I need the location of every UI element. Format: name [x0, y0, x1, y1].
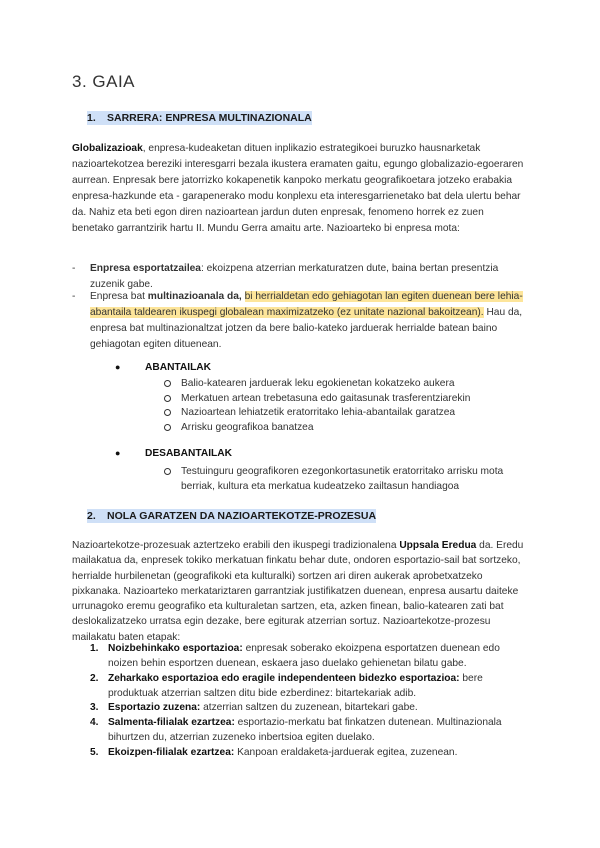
section-2-heading: [87, 510, 376, 522]
stage-title: Salmenta-filialak ezartzea:: [108, 717, 235, 728]
stage-title: Esportazio zuzena:: [108, 702, 201, 713]
page-title: 3. GAIA: [72, 72, 136, 91]
advantage-item: [181, 376, 521, 391]
bullet-icon: ●: [115, 362, 121, 372]
company-type-multinational: [72, 289, 528, 353]
section-1-title: SARRERA: ENPRESA MULTINAZIONALA: [107, 112, 312, 124]
stage-number: 2.: [90, 673, 99, 684]
advantage-item: [181, 391, 521, 406]
advantages-heading: [115, 362, 212, 373]
company-type-exporter-term: Enpresa esportatzailea: [90, 263, 201, 274]
section-2-title: NOLA GARATZEN DA NAZIOARTEKOTZE-PROZESUA: [107, 510, 377, 522]
section-1-heading: [87, 112, 312, 124]
section-2-highlight: [87, 509, 376, 523]
circle-bullet-icon: [164, 380, 171, 387]
section-1-number: 1.: [87, 112, 96, 124]
advantage-text: Arrisku geografikoa banatzea: [181, 422, 314, 433]
intro-term: Globalizazioak: [72, 143, 143, 154]
stage-item: [90, 641, 528, 671]
company-type-multinational-pre: Enpresa bat: [90, 291, 148, 302]
stage-item: [90, 715, 528, 745]
section-1-highlight: [87, 111, 312, 125]
disadvantage-text: Testuinguru geografikoren ezegonkortasunetik eratorritako arrisku mota berriak, kultura eta merkatua kudeatzeko zailtasun handiagoa: [181, 466, 504, 492]
disadvantages-heading: [115, 448, 232, 459]
company-type-multinational-text: Hau da, enpresa bat multinazionaltzat jotzen da bere balio-kateko jarduerak herrialde batean baino gehiagotan egiten dituenean.: [90, 307, 523, 350]
advantage-text: Merkatuen artean trebetasuna edo gaitasunak trasferentziarekin: [181, 393, 471, 404]
section-2-intro: [72, 538, 528, 645]
stage-text: atzerrian saltzen du zuzenean, bitartekari gabe.: [200, 702, 418, 713]
stage-title: Noizbehinkako esportazioa:: [108, 643, 243, 654]
stage-number: 3.: [90, 702, 99, 713]
disadvantages-label: DESABANTAILAK: [145, 448, 232, 459]
stage-title: Zeharkako esportazioa edo eragile independenteen bidezko esportazioa:: [108, 673, 460, 684]
stage-number: 1.: [90, 643, 99, 654]
section-2-number: 2.: [87, 510, 96, 522]
stage-title: Ekoizpen-filialak ezartzea:: [108, 747, 235, 758]
section-2-intro-pre: Nazioartekotze-prozesuak aztertzeko erabili den ikuspegi tradizionalena: [72, 540, 400, 551]
stage-text: bere produktuak atzerrian saltzen ditu bide ezberdinez: bitartekariak adib.: [108, 673, 483, 699]
advantage-item: [181, 405, 521, 420]
section-2-intro-text: da. Eredu mailakatua da, enpresek tokiko merkatuan finkatu behar dute, ondoren esportazio-sail bat sortzeko, herrialde hurbilenetan (geografikoki eta kulturalki) sortzen ari diren aukerak aprobetxatzeko pixkanaka. Nazioarteko merkatariztaren garrantziak justifikatzen duenean, enpresa ausartu daiteke urrunagoko eremu geografiko eta kulturaletan sartzen, eta, azken finean, balio-katearen zati bat deslokalizatzeko urratsa egin dezake, bere egiturak atzerrian sortuz. Nazioartekotze-prozesu mailakatu baten etapak:: [72, 540, 524, 643]
stage-text: Kanpoan eraldaketa-jarduerak egitea, zuzenean.: [234, 747, 458, 758]
stage-item: [90, 671, 528, 701]
circle-bullet-icon: [164, 468, 171, 475]
stage-item: [90, 745, 528, 760]
circle-bullet-icon: [164, 424, 171, 431]
circle-bullet-icon: [164, 395, 171, 402]
company-type-multinational-highlight: bi herrialdetan edo gehiagotan lan egiten duenean bere lehia-abantaila taldearen ikuspegi globalean maximizatzeko (ez unitate nazional bakoitzean).: [90, 291, 523, 318]
uppsala-term: Uppsala Eredua: [399, 540, 477, 551]
bullet-icon: ●: [115, 448, 121, 458]
intro-text: , enpresa-kudeaketan dituen inplikazio estrategikoei buruzko hausnarketak nazioartekotzea bereziki interesgarri bezala ikustera eramaten gaitu, egungo globalizazio-egoeraren aurrean. Enpresak bere jatorrizko kokapenetik kanpoko merkatu geografikoetara jotzeko erabakia enpresa-hazkunde eta - garapenerako modu konplexu eta interesgarrienetako bat dela ulertu behar da. Nahiz eta beti egon diren nazioartean jardun duten enpresak, fenomeno horrek ez zuen benetako garrantzirik hartu II. Mundu Gerra amaitu arte. Nazioarteko bi enpresa mota:: [72, 143, 524, 234]
advantages-label: ABANTAILAK: [145, 362, 212, 373]
dash-marker: -: [72, 263, 76, 274]
disadvantage-item: [181, 464, 511, 494]
stage-number: 4.: [90, 717, 99, 728]
advantage-text: Balio-katearen jarduerak leku egokienetan kokatzeko aukera: [181, 378, 455, 389]
stage-text: enpresak soberako ekoizpena esportatzen duenean edo noizen behin esportzen duenean, eskaera jaso duelako gehienetan bilatu gabe.: [108, 643, 500, 669]
stage-item: [90, 700, 528, 715]
section-1-intro: [72, 141, 528, 237]
advantage-item: [181, 420, 521, 435]
company-type-multinational-term: multinazioanala da,: [147, 291, 242, 302]
stage-number: 5.: [90, 747, 99, 758]
stage-text: esportazio-merkatu bat finkatzen dutenean. Multinazionala bihurtzen du, atzerrian zuzeneko inbertsioa egiten duelako.: [108, 717, 502, 743]
circle-bullet-icon: [164, 409, 171, 416]
advantage-text: Nazioartean lehiatzetik eratorritako lehia-abantailak garatzea: [181, 407, 456, 418]
company-type-exporter-text: : ekoizpena atzerrian merkaturatzen dute, baina bertan presentzia zuzenik gabe.: [90, 263, 499, 290]
dash-marker: -: [72, 291, 76, 302]
